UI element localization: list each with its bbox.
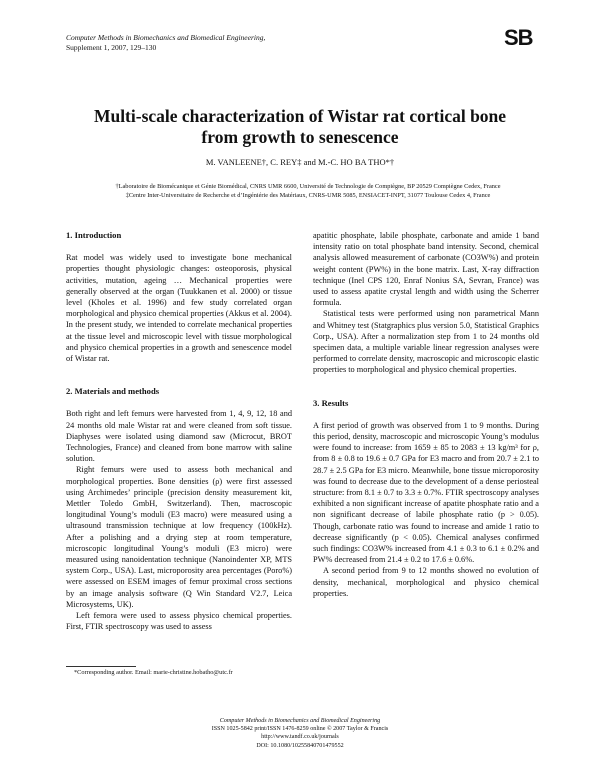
affiliation-2: ‡Centre Inter-Universitaire de Recherche et d’Ingéniérie des Matériaux, CNRS-UMR 5085, ENSIACET-INPT, 31077 Toulouse Cedex 4, France (125, 192, 491, 199)
methods-continuation-paragraph: apatitic phosphate, labile phosphate, carbonate and amide 1 band intensity ratio on total phosphate band intensity. Second, chemical analysis allowed measurement of carbonate (CO3W%) and protein weight content (PW%) in the bone matrix. Last, X-ray diffraction technique (Inel CPS 120, Enraf Nonius SA, Sevran, France) was used to assess apatite crystal length and width using the Scherrer formula. (313, 231, 539, 308)
publisher-logo-text: SB (504, 26, 533, 48)
introduction-paragraph: Rat model was widely used to investigate bone mechanical properties thought physiologic changes: osteoporosis, physical activities, mutation, ageing … Mechanical properties were generally observed at the organ (Tuukkanen et al. 2000) or tissue level (Kholes et al. 1996) and few study correlated organ morphological and physico chemical properties (Akkus et al. 2004). In the present study, we intended to correlate mechanical properties at the tissue level and microscopic level with tissue morphological and physico chemical properties in a growth and senescence model of Wistar rat. (66, 253, 292, 364)
footnote-divider (66, 666, 136, 667)
authors: M. VANLEENE†, C. REY‡ and M.-C. HO BA THO*† (205, 157, 395, 167)
footer-journal: Computer Methods in Biomechanics and Biomedical Engineering (219, 718, 381, 724)
section-heading-methods: 2. Materials and methods (66, 386, 160, 397)
page-footer (0, 717, 600, 750)
left-column (66, 230, 292, 633)
methods-paragraph-2: Right femurs were used to assess both mechanical and morphological properties. Bone densities (ρ) were first assessed using Archimedes’ principle (precision density measurement kit, Mettler Toledo GmbH, Switzerland). Then, macroscopic longitudinal Young’s moduli (E3 macro) were measured using a ultrasound transmission technique at low frequency (100kHz). After a polishing and a drying step at room temperature, microscopic longitudinal Young’s moduli (E3 micro) were measured using nanoidentation technique (Nanoindenter XP, MTS system Corp., USA). Last, microporosity area percentages (Poro%) were assessed on ESEM images of femur proximal cross sections by an image analysis software (Q Win Standard V2.7, Leica Microsystems, UK). (66, 465, 292, 609)
footer-issn: ISSN 1025-5842 print/ISSN 1476-8259 online © 2007 Taylor & Francis (211, 726, 389, 733)
affiliation-1: †Laboratoire de Biomécanique et Génie Biomédical, CNRS UMR 6600, Université de Technologie de Compiègne, BP 20529 Compiègne Cedex, France (115, 183, 501, 190)
running-header (66, 33, 265, 53)
affiliations (66, 182, 550, 200)
supplement-info: Supplement 1, 2007, 129–130 (66, 43, 157, 52)
results-paragraph-1: A first period of growth was observed from 1 to 9 months. During this period, density, macroscopic and microscopic Young’s modulus were found to increase: from 1659 ± 85 to 2083 ± 13 kg/m³ for ρ, from 8 ± 0.8 to 19.6 ± 0.7 GPa for E3 macro and from 20.7 ± 2.1 to 28.7 ± 2.5 GPa for E3 micro. Meanwhile, bone tissue microporosity was found to decrease due to the development of a dense periosteal structure: from 8.1 ± 0.7 to 3.3 ± 0.7%. FTIR spectroscopy analyses exhibited a non significant increase of apatite phosphate ratio and a non significant decrease of labile phosphate ratio (p > 0.05). Though, carbonate ratio was found to increase and amide 1 ratio to decrease significantly (p < 0.05). Chemical analyses confirmed such findings: CO3W% increased from 4.1 ± 0.3 to 6.1 ± 0.2% and PW% decreased from 21.4 ± 0.2 to 17.6 ± 0.6%. (313, 420, 539, 565)
article-title (60, 106, 540, 148)
footer-doi: DOI: 10.1080/10255840701479552 (256, 742, 344, 749)
methods-paragraph-3: Left femora were used to assess physico chemical properties. First, FTIR spectroscopy was used to assess (66, 611, 292, 632)
methods-paragraph-1: Both right and left femurs were harvested from 1, 4, 9, 12, 18 and 24 months old male Wistar rat and were cleaned from soft tissue. Diaphyses were isolated using diamond saw (Microcut, BROT Technologies, France) and cleaned from bone marrow with saline solution. (66, 409, 292, 464)
publisher-logo-icon (504, 26, 542, 48)
statistics-paragraph: Statistical tests were performed using non parametrical Mann and Whitney test (Statgraphics plus version 5.0, Statistical Graphics Corp., USA). After a normalization step from 1 to 24 months old specimen data, a multiple variable linear regression analyses were performed to correlate density, macroscopic and microscopic elastic properties to morphological and physico chemical properties. (313, 309, 539, 375)
title-line-2: from growth to senescence (201, 127, 399, 147)
footer-url[interactable]: http://www.tandf.co.uk/journals (261, 734, 339, 741)
journal-name: Computer Methods in Biomechanics and Biomedical Engineering, (66, 33, 266, 42)
right-column (313, 230, 539, 599)
results-paragraph-2: A second period from 9 to 12 months showed no evolution of density, mechanical, morphological and physico chemical properties. (313, 566, 539, 598)
section-heading-introduction: 1. Introduction (66, 230, 122, 240)
corresponding-author-footnote: *Corresponding author. Email: marie-christine.hobatho@utc.fr (74, 669, 233, 676)
title-line-1: Multi-scale characterization of Wistar rat cortical bone (93, 106, 507, 126)
publisher-logo (504, 26, 542, 55)
section-heading-results: 3. Results (313, 397, 349, 408)
